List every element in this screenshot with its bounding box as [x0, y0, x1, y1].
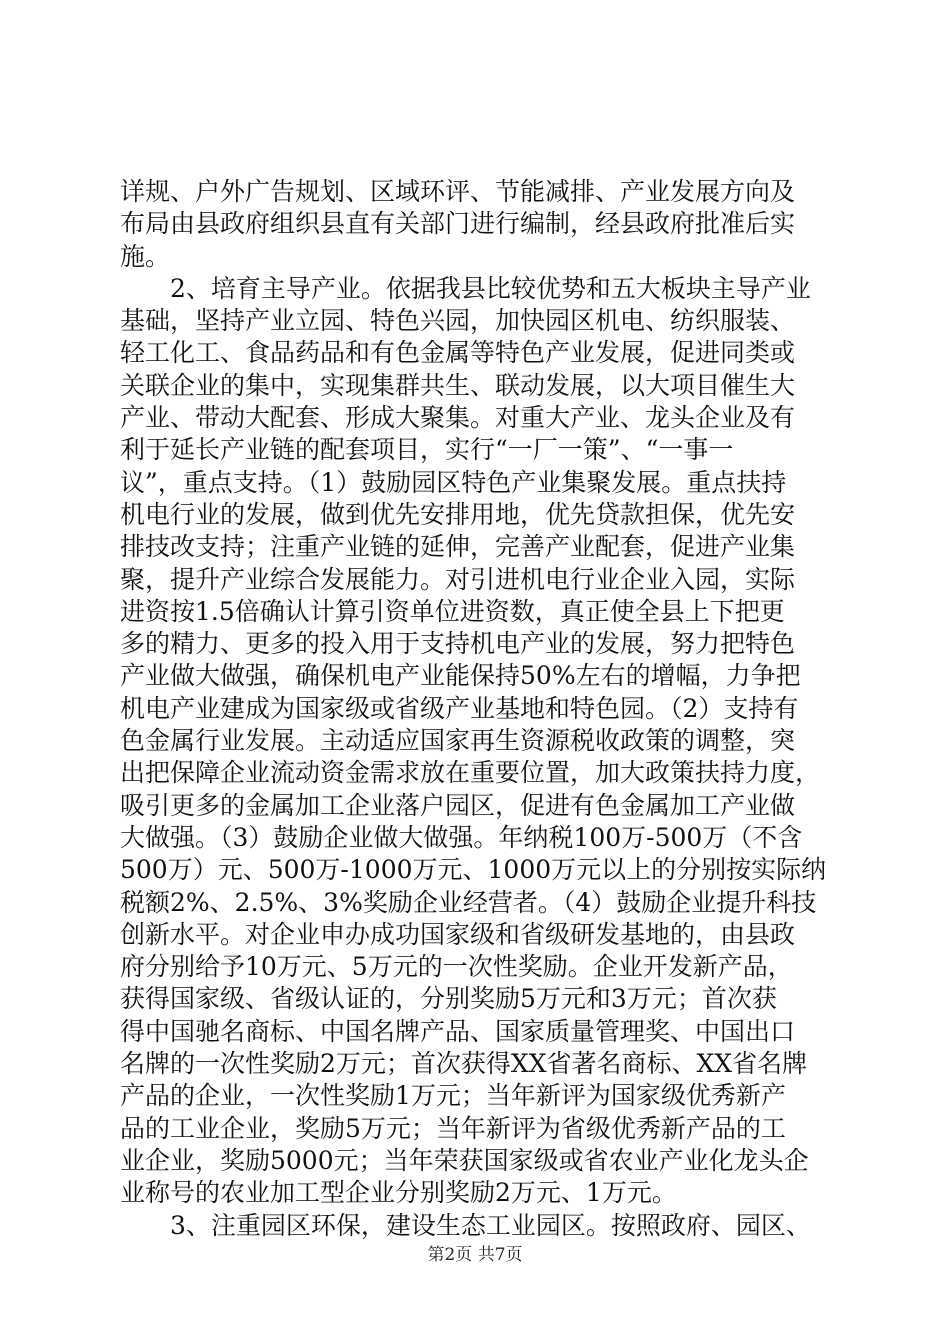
text-line: 大做强。（3）鼓励企业做大做强。年纳税100万-500万（不含: [120, 822, 803, 852]
text-line: 府分别给予10万元、5万元的一次性奖励。企业开发新产品，: [120, 952, 793, 982]
text-line: 业企业，奖励5000元；当年荣获国家级或省农业产业化龙头企: [120, 1145, 809, 1175]
page-number-footer: 第2页 共7页: [427, 1245, 523, 1265]
text-line: 500万）元、500万-1000万元、1000万元以上的分别按实际纳: [120, 855, 827, 885]
text-line: 利于延长产业链的配套项目，实行“一厂一策”、“一事一: [120, 435, 734, 465]
text-line: 税额2%、2.5%、3%奖励企业经营者。（4）鼓励企业提升科技: [120, 887, 817, 917]
text-line: 吸引更多的金属加工企业落户园区，促进有色金属加工产业做: [120, 790, 796, 820]
text-line: 得中国驰名商标、中国名牌产品、国家质量管理奖、中国出口: [120, 1016, 796, 1046]
text-line: 机电产业建成为国家级或省级产业基地和特色园。（2）支持有: [120, 693, 799, 723]
text-line: 施。: [120, 241, 171, 271]
text-line: 2、培育主导产业。依据我县比较优势和五大板块主导产业: [120, 273, 811, 303]
text-line: 名牌的一次性奖励2万元；首次获得XX省著名商标、XX省名牌: [120, 1049, 808, 1079]
text-line: 布局由县政府组织县直有关部门进行编制，经县政府批准后实: [120, 209, 796, 239]
text-line: 色金属行业发展。主动适应国家再生资源税收政策的调整，突: [120, 726, 796, 756]
text-line: 聚，提升产业综合发展能力。对引进机电行业企业入园，实际: [120, 564, 796, 594]
text-line: 详规、户外广告规划、区域环评、节能减排、产业发展方向及: [120, 177, 796, 206]
text-line: 排技改支持；注重产业链的延伸，完善产业配套，促进产业集: [120, 532, 796, 562]
text-line: 产业、带动大配套、形成大聚集。对重大产业、龙头企业及有: [120, 403, 796, 433]
text-line: 议”，重点支持。（1）鼓励园区特色产业集聚发展。重点扶持: [120, 467, 787, 497]
text-line: 产业做大做强，确保机电产业能保持50%左右的增幅，力争把: [120, 661, 801, 691]
text-line: 轻工化工、食品药品和有色金属等特色产业发展，促进同类或: [120, 338, 796, 368]
text-line: 关联企业的集中，实现集群共生、联动发展，以大项目催生大: [120, 370, 796, 400]
text-line: 品的工业企业，奖励5万元；当年新评为省级优秀新产品的工: [120, 1113, 786, 1143]
text-line: 多的精力、更多的投入用于支持机电产业的发展，努力把特色: [120, 629, 796, 659]
text-line: 获得国家级、省级认证的，分别奖励5万元和3万元；首次获: [120, 984, 777, 1014]
text-line: 机电行业的发展，做到优先安排用地，优先贷款担保，优先安: [120, 499, 796, 529]
text-line: 3、注重园区环保，建设生态工业园区。按照政府、园区、: [120, 1210, 811, 1240]
text-line: 创新水平。对企业申办成功国家级和省级研发基地的，由县政: [120, 919, 796, 949]
document-body: [120, 176, 832, 1242]
text-line: 业称号的农业加工型企业分别奖励2万元、1万元。: [120, 1178, 677, 1208]
text-line: 基础，坚持产业立园、特色兴园，加快园区机电、纺织服装、: [120, 306, 796, 336]
text-line: 产品的企业，一次性奖励1万元；当年新评为国家级优秀新产: [120, 1081, 786, 1111]
text-line: 进资按1.5倍确认计算引资单位进资数，真正使全县上下把更: [120, 596, 785, 626]
text-line: 出把保障企业流动资金需求放在重要位置，加大政策扶持力度，: [120, 758, 821, 788]
